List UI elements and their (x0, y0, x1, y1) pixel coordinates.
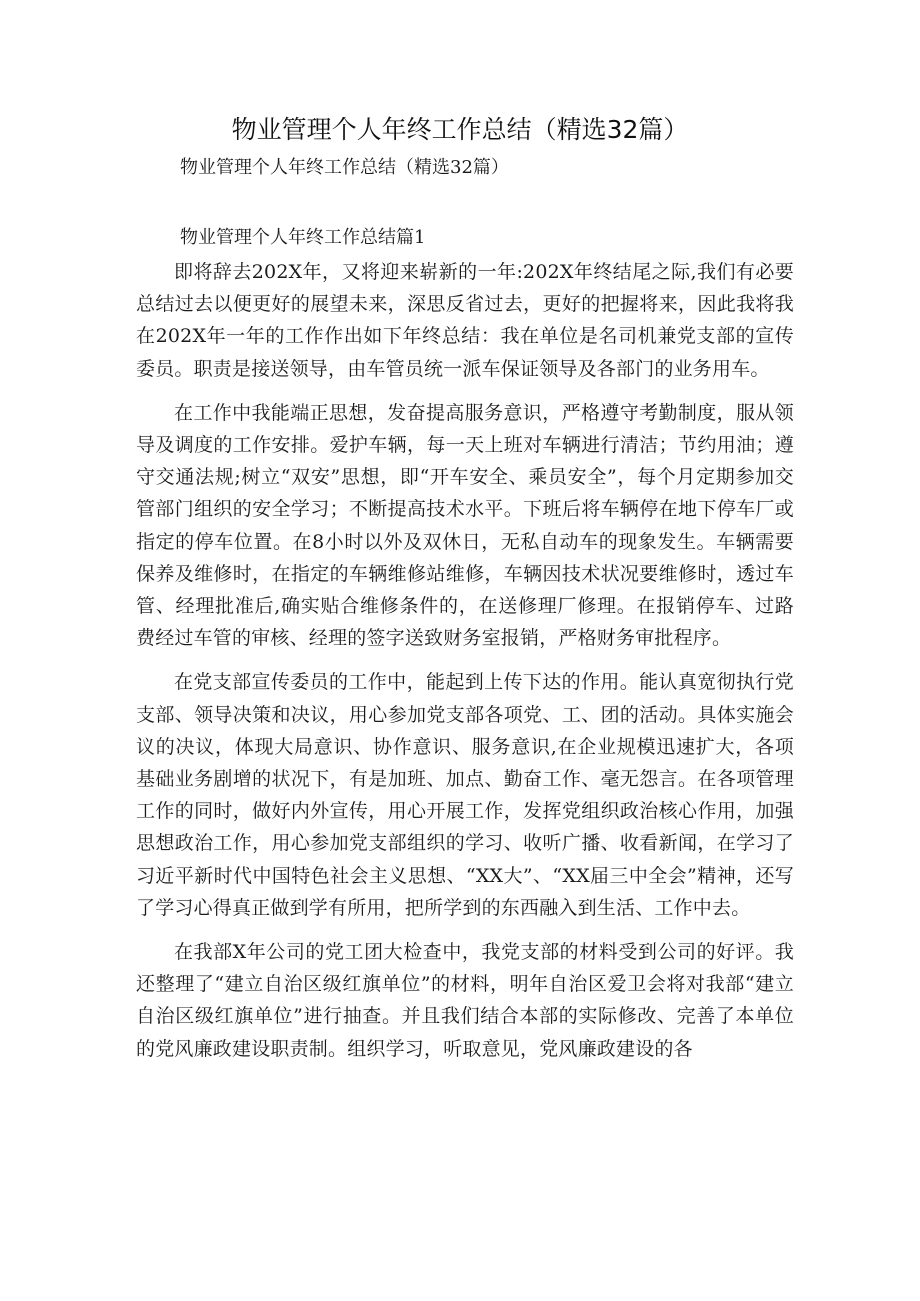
document-title: 物业管理个人年终工作总结（精选32篇） (231, 115, 689, 144)
paragraph-2: 在工作中我能端正思想，发奋提高服务意识，严格遵守考勤制度，服从领导及调度的工作安排。爱护车辆，每一天上班对车辆进行清洁；节约用油；遵守交通法规;树立“双安”思想，即“开车安全、乘员安全”，每个月定期参加交管部门组织的安全学习；不断提高技术水平。下班后将车辆停在地下停车厂或指定的停车位置。在8小时以外及双休日，无私自动车的现象发生。车辆需要保养及维修时，在指定的车辆维修站维修，车辆因技术状况要维修时，透过车管、经理批准后,确实贴合维修条件的，在送修理厂修理。在报销停车、过路费经过车管的审核、经理的签字送致财务室报销，严格财务审批程序。 (136, 401, 794, 650)
paragraph-4: 在我部X年公司的党工团大检查中，我党支部的材料受到公司的好评。我还整理了“建立自治区级红旗单位”的材料，明年自治区爱卫会将对我部“建立自治区级红旗单位”进行抽查。并且我们结合本部的实际修改、完善了本单位的党风廉政建设职责制。组织学习，听取意见，党风廉政建设的各 (136, 941, 794, 1060)
paragraph-1: 即将辞去202X年，又将迎来崭新的一年:202X年终结尾之际,我们有必要总结过去以便更好的展望未来，深思反省过去，更好的把握将来，因此我将我在202X年一年的工作作出如下年终总结：我在单位是名司机兼党支部的宣传委员。职责是接送领导，由车管员统一派车保证领导及各部门的业务用车。 (136, 261, 794, 380)
paragraph-3: 在党支部宣传委员的工作中，能起到上传下达的作用。能认真宽彻执行党支部、领导决策和决议，用心参加党支部各项党、工、团的活动。具体实施会议的决议，体现大局意识、协作意识、服务意识,在企业规模迅速扩大，各项基础业务剧增的状况下，有是加班、加点、勤奋工作、毫无怨言。在各项管理工作的同时，做好内外宣传，用心开展工作，发挥党组织政治核心作用，加强思想政治工作，用心参加党支部组织的学习、收听广播、收看新闻，在学习了习近平新时代中国特色社会主义思想、“XX大”、“XX届三中全会”精神，还写了学习心得真正做到学有所用，把所学到的东西融入到生活、工作中去。 (136, 671, 794, 919)
body-text (136, 256, 794, 1077)
document-subtitle: 物业管理个人年终工作总结（精选32篇） (180, 157, 509, 178)
section-heading: 物业管理个人年终工作总结篇1 (180, 227, 426, 248)
